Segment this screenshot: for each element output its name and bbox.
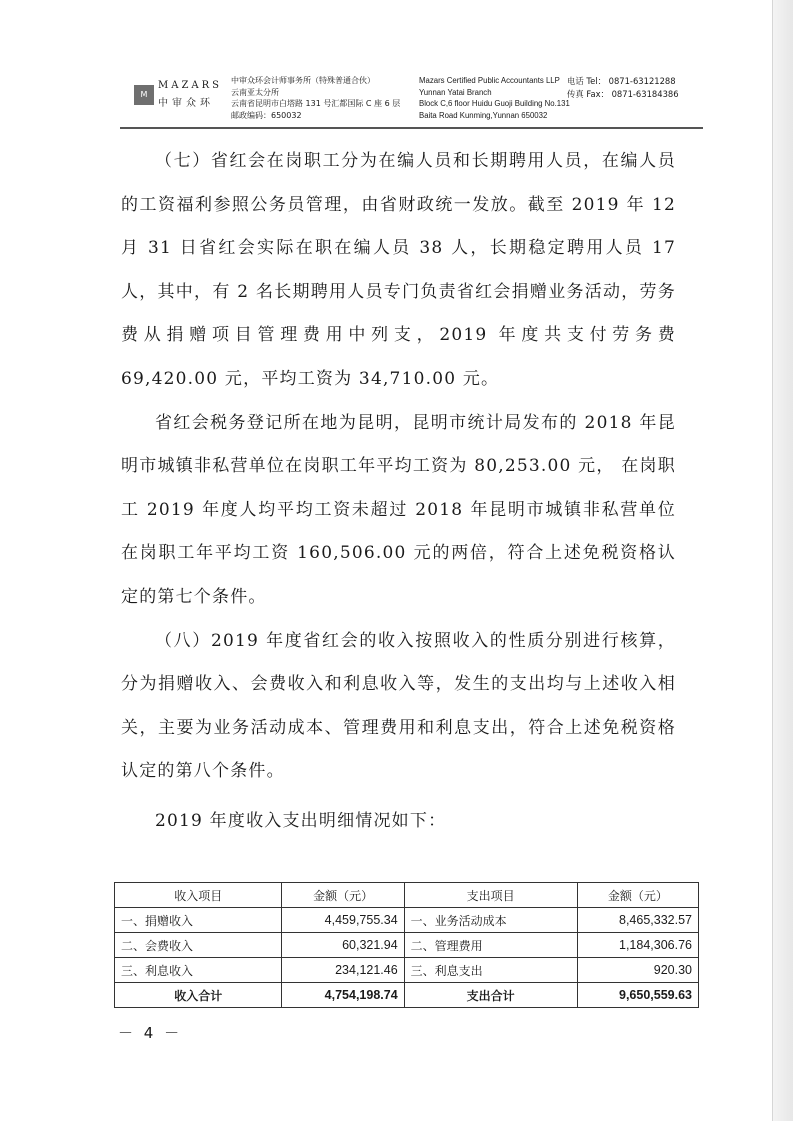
income-amount: 234,121.46	[282, 958, 404, 983]
table-row	[115, 933, 699, 958]
table-caption: 2019 年度收入支出明细情况如下：	[155, 810, 447, 831]
page-number: － 4 －	[118, 1024, 183, 1042]
expense-amount: 1,184,306.76	[577, 933, 698, 958]
table-row	[115, 908, 699, 933]
header-expense-item: 支出项目	[404, 883, 577, 908]
expense-amount: 920.30	[577, 958, 698, 983]
income-item: 二、会费收入	[115, 933, 282, 958]
header-zh-line: 云南亚太分所	[231, 87, 279, 97]
table-total-row	[115, 983, 699, 1008]
income-total-label: 收入合计	[115, 983, 282, 1008]
expense-total-amount: 9,650,559.63	[577, 983, 698, 1008]
logo-chinese: 中审众环	[158, 98, 214, 109]
header-en-line: Block C,6 floor Huidu Guoji Building No.131	[419, 99, 570, 108]
paragraph-seventh-condition: （七）省红会在岗职工分为在编人员和长期聘用人员，在编人员的工资福利参照公务员管理，由省财政统一发放。截至 2019 年 12 月 31 日省红会实际在职在编人员 38 人，长期稳定聘用人员 17 人，其中，有 2 名长期聘用人员专门负责省红会捐赠业务活动，劳务费从捐赠项目管理费用中列支，2019 年度共支付劳务费 69,420.00 元，平均工资为 34,710.00 元。	[121, 151, 676, 389]
income-total-amount: 4,754,198.74	[282, 983, 404, 1008]
expense-total-label: 支出合计	[404, 983, 577, 1008]
header-en-line: Yunnan Yatai Branch	[419, 87, 492, 97]
header-zh-line: 邮政编码：650032	[231, 110, 302, 120]
expense-item: 一、业务活动成本	[404, 908, 577, 933]
header-rule	[120, 127, 703, 129]
income-item: 三、利息收入	[115, 958, 282, 983]
header-address-chinese	[231, 75, 400, 121]
header-address-english	[419, 75, 570, 121]
logo-english: MAZARS	[158, 80, 223, 91]
header-telephone: 电话 Tel： 0871-63121288	[567, 76, 676, 86]
table-row	[115, 958, 699, 983]
scan-edge	[772, 0, 793, 1121]
header-fax: 传真 Fax： 0871-63184386	[567, 89, 679, 99]
expense-amount: 8,465,332.57	[577, 908, 698, 933]
income-item: 一、捐赠收入	[115, 908, 282, 933]
header-expense-amount: 金额（元）	[577, 883, 698, 908]
income-amount: 60,321.94	[282, 933, 404, 958]
table-header-row	[115, 883, 699, 908]
header-income-item: 收入项目	[115, 883, 282, 908]
header-zh-line: 云南省昆明市白塔路 131 号汇都国际 C 座 6 层	[231, 99, 401, 108]
header-contact	[567, 75, 679, 101]
header-en-line: Mazars Certified Public Accountants LLP	[419, 76, 560, 85]
letterhead	[0, 0, 793, 130]
document-body	[121, 140, 676, 843]
income-expense-table	[114, 882, 699, 1008]
logo-mark-icon: M	[134, 85, 154, 105]
paragraph-salary-comparison: 省红会税务登记所在地为昆明，昆明市统计局发布的 2018 年昆明市城镇非私营单位在岗职工年平均工资为 80,253.00 元， 在岗职工 2019 年度人均平均工资未超过 2018 年昆明市城镇非私营单位在岗职工年平均工资 160,506.00 元的两倍，符合上述免税资格认定的第七个条件。	[121, 412, 676, 607]
expense-item: 二、管理费用	[404, 933, 577, 958]
paragraph-eighth-condition: （八）2019 年度省红会的收入按照收入的性质分别进行核算，分为捐赠收入、会费收入和利息收入等，发生的支出均与上述收入相关，主要为业务活动成本、管理费用和利息支出，符合上述免税资格认定的第八个条件。	[121, 630, 676, 782]
expense-item: 三、利息支出	[404, 958, 577, 983]
header-en-line: Baita Road Kunming,Yunnan 650032	[419, 110, 548, 120]
income-amount: 4,459,755.34	[282, 908, 404, 933]
mazars-logo	[134, 82, 226, 108]
header-zh-line: 中审众环会计师事务所（特殊普通合伙）	[231, 76, 375, 85]
header-income-amount: 金额（元）	[282, 883, 404, 908]
